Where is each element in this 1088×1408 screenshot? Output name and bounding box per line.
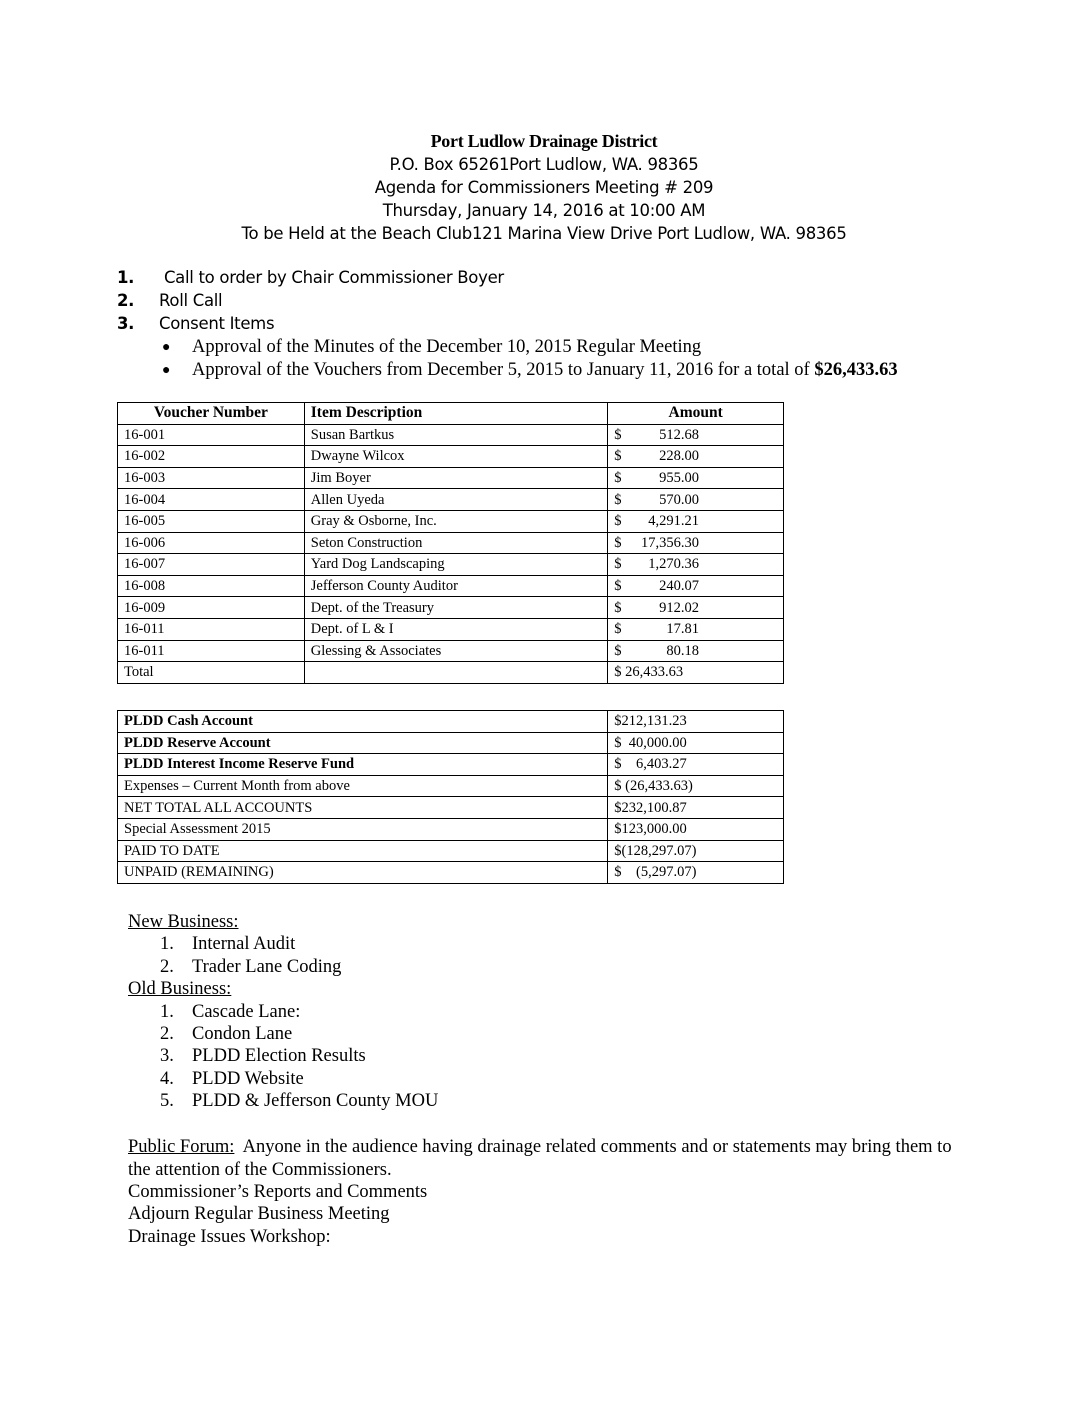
voucher-number: 16-003 — [118, 467, 305, 489]
list-item: 1. Internal Audit — [160, 934, 296, 954]
list-item: 1. Cascade Lane: — [160, 1002, 301, 1022]
account-label: Special Assessment 2015 — [118, 818, 608, 840]
amount-cell — [608, 489, 784, 511]
voucher-table — [117, 402, 784, 684]
meeting-location: To be Held at the Beach Club121 Marina View Drive Port Ludlow, WA. 98365 — [241, 224, 847, 243]
currency-symbol: $ — [614, 621, 622, 638]
agenda-item-number: 1. — [117, 268, 135, 287]
list-item: 3. PLDD Election Results — [160, 1046, 366, 1066]
item-description: Dept. of L & I — [304, 618, 608, 640]
amount-cell — [608, 640, 784, 662]
agenda-item — [117, 312, 274, 335]
account-amount: $ (5,297.07) — [608, 862, 784, 884]
commissioners-reports: Commissioner’s Reports and Comments — [128, 1182, 428, 1202]
amount-cell — [608, 597, 784, 619]
table-header-row — [118, 403, 784, 425]
column-header-amount: Amount — [608, 403, 784, 425]
amount-cell — [608, 446, 784, 468]
amount-cell — [608, 554, 784, 576]
voucher-number: 16-007 — [118, 554, 305, 576]
public-forum-paragraph — [128, 1136, 958, 1182]
account-amount: $123,000.00 — [608, 818, 784, 840]
table-row — [118, 640, 784, 662]
currency-symbol: $ — [614, 513, 622, 530]
list-item: 2. Trader Lane Coding — [160, 957, 342, 977]
amount-value: 955.00 — [659, 470, 699, 487]
amount-value: 1,270.36 — [648, 556, 699, 573]
account-amount: $ (26,433.63) — [608, 775, 784, 797]
item-description: Seton Construction — [304, 532, 608, 554]
table-row — [118, 467, 784, 489]
table-row — [118, 711, 784, 733]
item-description: Gray & Osborne, Inc. — [304, 510, 608, 532]
amount-value: 17.81 — [666, 621, 699, 638]
total-label: Total — [118, 662, 305, 684]
total-desc — [304, 662, 608, 684]
accounts-table — [117, 710, 784, 884]
table-row — [118, 575, 784, 597]
account-label: PLDD Interest Income Reserve Fund — [118, 754, 608, 776]
column-header-voucher-number: Voucher Number — [118, 403, 305, 425]
consent-bullet — [162, 336, 701, 359]
amount-value: 228.00 — [659, 448, 699, 465]
voucher-number: 16-001 — [118, 424, 305, 446]
currency-symbol: $ — [614, 534, 622, 551]
bullet-icon: ● — [162, 363, 171, 378]
account-label: PAID TO DATE — [118, 840, 608, 862]
item-description: Susan Bartkus — [304, 424, 608, 446]
currency-symbol: $ — [614, 556, 622, 573]
table-row — [118, 510, 784, 532]
currency-symbol: $ — [614, 426, 622, 443]
column-header-item-description: Item Description — [304, 403, 608, 425]
voucher-number: 16-006 — [118, 532, 305, 554]
amount-value: 912.02 — [659, 599, 699, 616]
amount-value: 80.18 — [666, 642, 699, 659]
item-description: Jefferson County Auditor — [304, 575, 608, 597]
table-row — [118, 775, 784, 797]
item-description: Yard Dog Landscaping — [304, 554, 608, 576]
amount-cell — [608, 467, 784, 489]
table-row — [118, 797, 784, 819]
account-label: Expenses – Current Month from above — [118, 775, 608, 797]
voucher-number: 16-002 — [118, 446, 305, 468]
account-amount: $(128,297.07) — [608, 840, 784, 862]
amount-value: 512.68 — [659, 426, 699, 443]
agenda-item-number: 2. — [117, 291, 135, 310]
account-amount: $ 6,403.27 — [608, 754, 784, 776]
agenda-item — [117, 266, 504, 289]
amount-value: 570.00 — [659, 491, 699, 508]
list-item: 5. PLDD & Jefferson County MOU — [160, 1091, 439, 1111]
table-row — [118, 862, 784, 884]
account-label: UNPAID (REMAINING) — [118, 862, 608, 884]
public-forum-text: Anyone in the audience having drainage related comments and or statements may bring them to the attention of the Commissioners. — [128, 1137, 957, 1180]
item-description: Dept. of the Treasury — [304, 597, 608, 619]
table-row — [118, 489, 784, 511]
list-item: 2. Condon Lane — [160, 1024, 293, 1044]
account-label: PLDD Cash Account — [118, 711, 608, 733]
agenda-title: Agenda for Commissioners Meeting # 209 — [374, 178, 714, 197]
voucher-number: 16-005 — [118, 510, 305, 532]
amount-value: 4,291.21 — [648, 513, 699, 530]
currency-symbol: $ — [614, 599, 622, 616]
voucher-number: 16-011 — [118, 618, 305, 640]
account-label: PLDD Reserve Account — [118, 732, 608, 754]
table-row — [118, 446, 784, 468]
account-amount: $212,131.23 — [608, 711, 784, 733]
org-name: Port Ludlow Drainage District — [430, 131, 658, 151]
agenda-item-number: 3. — [117, 314, 135, 333]
list-item: 4. PLDD Website — [160, 1069, 304, 1089]
table-row — [118, 732, 784, 754]
table-row — [118, 597, 784, 619]
table-row — [118, 532, 784, 554]
amount-cell — [608, 575, 784, 597]
meeting-datetime: Thursday, January 14, 2016 at 10:00 AM — [382, 201, 706, 220]
voucher-number: 16-011 — [118, 640, 305, 662]
amount-cell — [608, 532, 784, 554]
item-description: Dwayne Wilcox — [304, 446, 608, 468]
agenda-item — [117, 289, 222, 312]
agenda-item-text: Call to order by Chair Commissioner Boyer — [159, 268, 504, 287]
public-forum-label: Public Forum: — [128, 1137, 235, 1157]
table-row — [118, 840, 784, 862]
item-description: Glessing & Associates — [304, 640, 608, 662]
bullet-icon: ● — [162, 340, 171, 355]
amount-cell — [608, 618, 784, 640]
workshop-line: Drainage Issues Workshop: — [128, 1227, 331, 1247]
amount-value: 240.07 — [659, 578, 699, 595]
account-label: NET TOTAL ALL ACCOUNTS — [118, 797, 608, 819]
table-row — [118, 554, 784, 576]
currency-symbol: $ — [614, 642, 622, 659]
account-amount: $ 40,000.00 — [608, 732, 784, 754]
consent-bullet — [162, 359, 898, 382]
table-row — [118, 818, 784, 840]
consent-bullet-text: Approval of the Minutes of the December 10, 2015 Regular Meeting — [192, 337, 702, 357]
table-row — [118, 618, 784, 640]
account-amount: $232,100.87 — [608, 797, 784, 819]
adjourn-line: Adjourn Regular Business Meeting — [128, 1204, 390, 1224]
item-description: Allen Uyeda — [304, 489, 608, 511]
table-row — [118, 754, 784, 776]
voucher-number: 16-004 — [118, 489, 305, 511]
currency-symbol: $ — [614, 491, 622, 508]
amount-value: 17,356.30 — [641, 534, 699, 551]
old-business-heading: Old Business: — [128, 979, 232, 999]
table-row — [118, 424, 784, 446]
agenda-item-text: Roll Call — [159, 291, 223, 310]
total-amount: $ 26,433.63 — [608, 662, 784, 684]
voucher-number: 16-009 — [118, 597, 305, 619]
agenda-item-text: Consent Items — [159, 314, 275, 333]
consent-bullet-text: Approval of the Vouchers from December 5, 2015 to January 11, 2016 for a total of — [192, 360, 815, 380]
item-description: Jim Boyer — [304, 467, 608, 489]
table-total-row — [118, 662, 784, 684]
amount-cell — [608, 510, 784, 532]
currency-symbol: $ — [614, 470, 622, 487]
amount-cell — [608, 424, 784, 446]
org-address: P.O. Box 65261Port Ludlow, WA. 98365 — [389, 155, 699, 174]
currency-symbol: $ — [614, 578, 622, 595]
new-business-heading: New Business: — [128, 912, 239, 932]
currency-symbol: $ — [614, 448, 622, 465]
voucher-total-highlight: $26,433.63 — [814, 360, 898, 380]
voucher-number: 16-008 — [118, 575, 305, 597]
